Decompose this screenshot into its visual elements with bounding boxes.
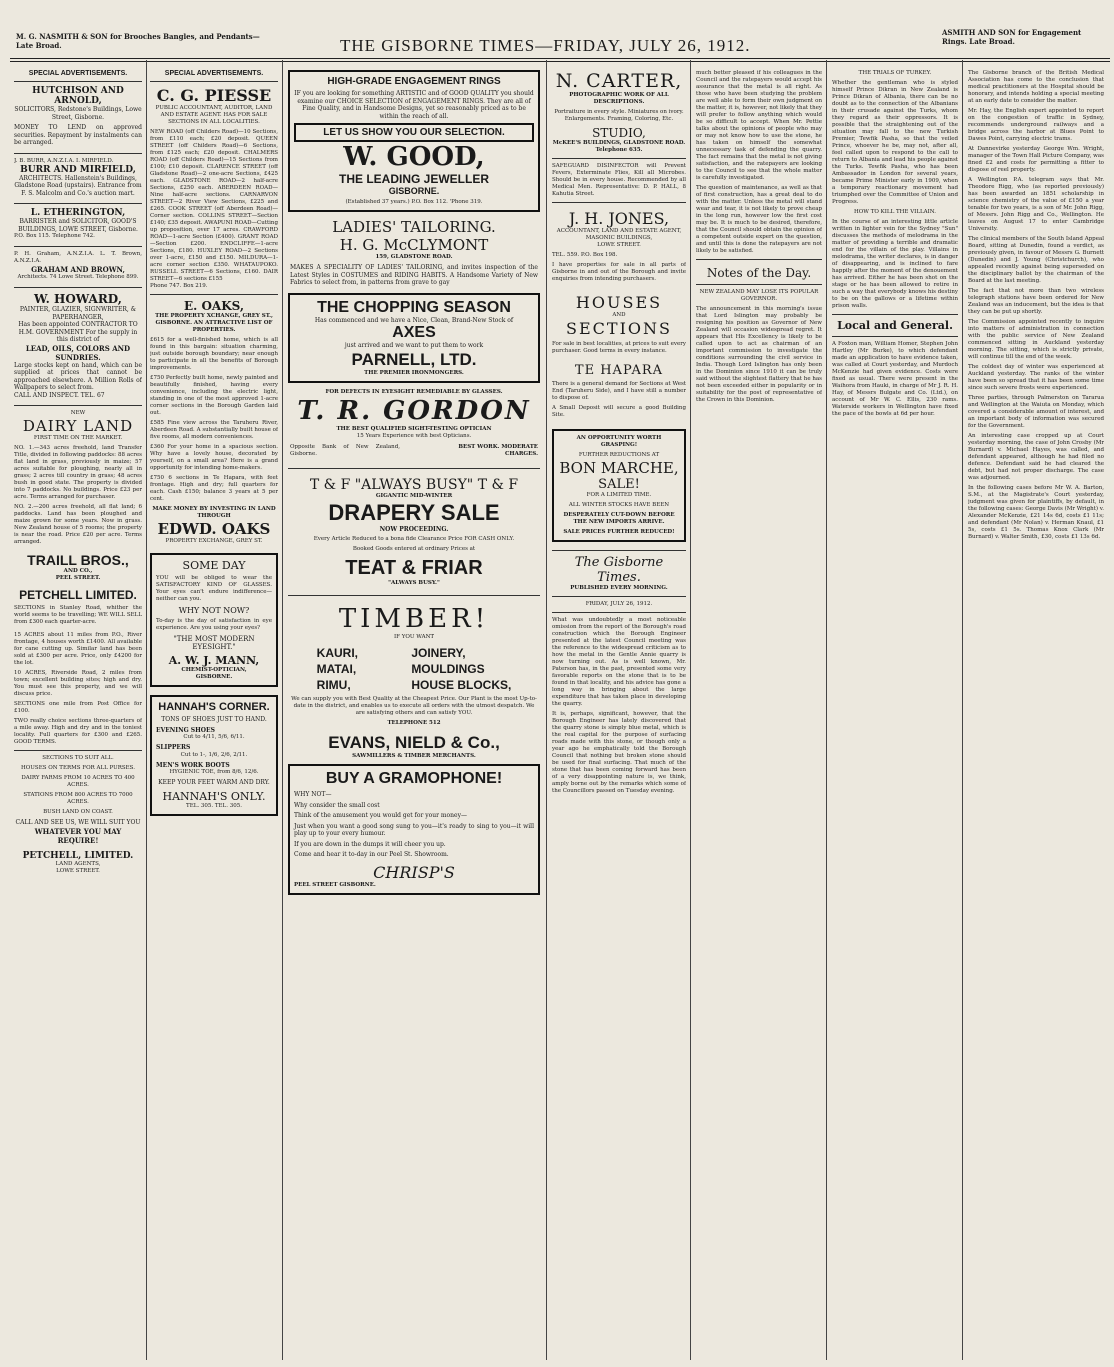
ad-headline: TIMBER! [338, 604, 490, 634]
ad-body: HOUSES ON TERMS FOR ALL PURSES. [20, 765, 135, 771]
masthead-right-ad: ASMITH AND SON for Engagement Rings. Late Broad. [942, 28, 1082, 46]
ad-body: PROPERTY EXCHANGE, GREY ST. [165, 538, 263, 544]
section-header: SPECIAL ADVERTISEMENTS. [28, 70, 128, 77]
ad-headline: THE CHOPPING SEASON [317, 298, 511, 316]
advertiser-name: BURR AND MIRFIELD, [20, 164, 136, 175]
ad-body: £585 Fine view across the Taruheru River, Aberdeen Road. A substantially built house of five rooms, all modern conveniences. [150, 420, 278, 440]
ad-body: 15 Years Experience with best Opticians. [356, 432, 472, 439]
ad-body: J. B. BURR, A.N.Z.I.A. I. MIRFIELD. [14, 157, 114, 164]
ad-body: WHATEVER YOU MAY REQUIRE! [34, 826, 122, 845]
ad-body: LOWE STREET. [56, 867, 100, 874]
sight-testing-ad [288, 383, 540, 464]
ad-body: AND [612, 312, 626, 318]
ad-body: MEN'S WORK BOOTS [156, 761, 230, 769]
ad-body: THE PREMIER IRONMONGERS. [364, 369, 464, 376]
ad-headline: DAIRY LAND [22, 417, 134, 435]
column-rule [690, 60, 691, 1360]
column-1 [14, 70, 142, 1362]
ad-body: To-day is the day of satisfaction in eye experience. Are you using your eyes? [156, 618, 272, 631]
ad-headline: PETCHELL LIMITED. [19, 588, 137, 602]
column-6 [832, 70, 958, 1362]
bon-marche-ad [552, 429, 686, 542]
ad-headline: LET US SHOW YOU OUR SELECTION. [294, 123, 534, 142]
masthead-rule [10, 58, 1110, 59]
ad-body: McKEE'S BUILDINGS, GLADSTONE ROAD. Telephone 635. [552, 140, 686, 153]
ad-body: Portraiture in every style. Miniatures on ivory. Enlargements. Framing, Coloring, Etc. [554, 109, 684, 122]
ad-body: £750 6 sections in Te Hapara, with feet frontage. High and dry; full quarters for each. Cash £150; balance 3 years at 5 per cent. [150, 475, 278, 502]
ad-headline: LADIES' TAILORING. [332, 218, 496, 236]
editorial-text: What was undoubtedly a most noticeable omission from the report of the Borough's road construction which the Borough Engineer presented at the latest Council meeting was the reference to the widespread criticism as to how the metal in the Gentle Annie quarry is now turning out. As is well known, Mr. Paterson has, in the past, presented some very favorable reports on the stone that is to be found in that locality, and his advice has gone a long way in bringing about the large expenditure that has taken place in developing the quarry. [552, 617, 686, 707]
ad-body: P.O. Box 115. Telephone 742. [14, 233, 95, 239]
ad-body: PHOTOGRAPHIC WORK OF ALL DESCRIPTIONS. [569, 92, 669, 105]
article-text: An interesting case cropped up at Court yesterday morning, the case of John Crosby (Mr Burnard) v. Michael Hayes, was called, and defendant appeared, although he had filed no defence. Defendant said he had cleared the debt, but had not proper discharge. The case was adjourned. [968, 433, 1104, 481]
article-text: Mr. Hay, the English expert appointed to report on the congestion of traffic in Sydney, recommends underground railways and a bridge across the harbor at Blues Point to Dawes Point, carrying electric trams. [968, 108, 1104, 142]
advertiser-name: W. HOWARD, [34, 292, 122, 306]
ad-headline: SECTIONS [566, 319, 672, 338]
ad-headline: TRAILL BROS., [27, 552, 129, 568]
ad-body: £615 for a well-finished home, which is all found in this bargain: situation charming, just outside borough boundary; near enough to participate in all the benefits of Borough improvements. [150, 337, 278, 371]
advertiser-name: W. GOOD, [343, 142, 485, 172]
ad-body: Just when you want a good song sung to you—it's ready to sing to you—it will play up to your every humour. [294, 822, 534, 837]
dateline: FRIDAY, JULY 26, 1912. [585, 601, 653, 607]
section-header: SPECIAL ADVERTISEMENTS. [164, 70, 264, 77]
column-5 [696, 70, 822, 1362]
column-2 [150, 70, 278, 1362]
ad-body: NEW [70, 410, 86, 416]
ad-body: TONS OF SHOES JUST TO HAND. [161, 716, 267, 723]
ad-body: If you are down in the dumps it will cheer you up. [294, 840, 446, 848]
ad-body: SECTIONS in Stanley Road, whither the world seems to be travelling; WE WILL SELL from £300 each quarter-acre. [14, 605, 142, 625]
ad-body: Has commenced and we have a Nice, Clean, Brand-New Stock of [314, 316, 514, 324]
ad-body: MAKES A SPECIALITY OF LADIES' TAILORING, and invites inspection of the Latest Styles in COSTUMES and RIDING HABITS. A Handsome Variety of New Fabrics to select from, in patterns from grave to gay [290, 264, 538, 286]
ad-body: 159, GLADSTONE ROAD. [375, 254, 453, 260]
ad-body: IF YOU WANT [393, 634, 435, 640]
editorial-text: It is, perhaps, significant, however, that the Borough Engineer has lately discovered that the quarry stone is simply blue metal, which is the real capital for the purpose of surfacing roads made with this stone, or though only a year ago he emphatically told the Borough Council that nothing but broken stone should be used for final surfacing. That much of the stone that has been coming forward has been of a very disappointing nature is, we think, amply borne out by the remarks which some of the Councillors passed on Tuesday evening. [552, 711, 686, 794]
column-rule [546, 60, 547, 1360]
ad-body: I have properties for sale in all parts of Gisborne in and out of the Borough and invite enquiries from intending purchasers. [552, 262, 686, 282]
advertiser-name: C. G. PIESSE [156, 86, 272, 105]
ad-body: SAFEGUARD DISINFECTOR will Prevent Fevers, Exterminate Flies, Kill all Microbes. Should be in every house. Recommended by all Medical Men. Representative: D. P. HALL, 8 Kahutia Street. [552, 163, 686, 197]
ad-body: 15 ACRES about 11 miles from P.O., River frontage, 4 houses worth £1400. All available for cane cutting up. Similar land has been sold at £300 per acre. Price, only £4200 for the lot. [14, 632, 142, 666]
ad-body: TELEPHONE 512 [387, 720, 441, 726]
jeweller-ad [288, 70, 540, 212]
ad-body: just arrived and we want to put them to work [344, 342, 484, 349]
ad-body: Has been appointed CONTRACTOR TO H.M. GOVERNMENT For the supply in this district of [18, 321, 138, 343]
ad-body: MASONIC BUILDINGS, [585, 235, 653, 241]
article-text: In the course of an interesting little article written in lighter vein for the Sydney "Sun" discusses the methods of melodrama in the matter of providing a terrible and dramatic end for the villain of the play. Villains in melodrama, the writer declares, is in danger of disappearing, and is inclined to fare happily after the moment of the denouement has arrived. Either he has been shot on the stage or he has been allowed to retire in such a way that everybody knows his destiny to be on the gallows or a lifetime within prison walls. [832, 219, 958, 309]
article-text: A Wellington P.A. telegram says that Mr. Theodore Rigg, who (as reported previously) has been awarded an 1851 scholarship in science chemistry of the value of £150 a year tenable for two years, is a son of Mr. John Rigg, of Messrs. John Rigg and Co., Wellington. He leaves on August 17 to enter Cambridge University. [968, 177, 1104, 232]
ad-body: MONEY TO LEND on approved securities. Repayment by instalments can be arranged. [14, 124, 142, 146]
ad-body: SECTIONS TO SUIT ALL. [42, 755, 114, 761]
ad-body: ALL WINTER STOCKS HAVE BEEN [568, 502, 670, 508]
ad-body: NO. 1.—343 acres freehold, land Transfer Title, divided in following paddocks: 88 acres flat land in grass, previously in maize; 57 acres suitable for ploughing, nearly all in grass; 2 acres till country in grass; 48 acres bush in good state. The property is divided into 7 paddocks. No buildings. Price £23 per acre. Terms arranged for purchaser. [14, 445, 142, 500]
advertiser-name: GRAHAM AND BROWN, [31, 265, 125, 274]
ad-body: NO. 2.—200 acres freehold, all flat land; 6 paddocks. Land has been ploughed and maize grown for some years. Now in grass. New Zealand house of 5 rooms; the property is near the road. Price £20 per acre. Terms arranged. [14, 504, 142, 545]
advertiser-name: J. H. JONES, [568, 209, 670, 228]
article-text: Whether the gentleman who is styled himself Prince Dikran in New Zealand is Prince Dikran of Albania, there can be no doubt as to the connection of the Albanians in their crusade against the Turks, whom they regard as their oppressors. It is possible that the straightening out of the situation may fall to the new Turkish Premier, Tewfik Pasha, so that the veiled Prince, whoever he be, may not, after all, feel called upon to respond to the call to return to Albania and lead his people against the Turks. Tewfik Pasha, who has been Ambassador in London for several years, became Prime Minister early in 1909, when a temporary reactionary movement had triumphed over the Committee of Union and Progress. [832, 80, 958, 205]
ad-headline: TE HAPARA [574, 363, 664, 378]
ad-body: MAKE MONEY BY INVESTING IN LAND THROUGH [152, 506, 276, 519]
ad-body: PUBLIC ACCOUNTANT, AUDITOR, LAND AND ESTATE AGENT. HAS FOR SALE SECTIONS IN ALL LOCALITIES. [155, 105, 273, 125]
column-4 [552, 70, 686, 1362]
ad-headline: SALE! [598, 477, 640, 492]
ad-body: THE PROPERTY XCHANGE, GREY ST., GISBORNE. AN ATTRACTIVE LIST OF PROPERTIES. [155, 313, 273, 333]
article-text: The announcement in this morning's issue that Lord Islington may probably be resigning his position as Governor of New Zealand will occasion widespread regret. It appears that His Excellency is likely to be called upon to act as chairman of an important commission to investigate the conditions surrounding the civil service in India. Though Lord Islington has only been in the Dominion since 1910 it can be truly said without the slightest flattery that he has not been exceeded either in popularity or in suitability for the post of representative of the Crown in this Dominion. [696, 306, 822, 403]
timber-kind: MATAI, [316, 662, 357, 676]
ad-body: IF you are looking for something ARTISTIC and of GOOD QUALITY you should examine our CHOICE SELECTION of ENGAGEMENT RINGS. They are all of Fine Quality, and in Handsome Designs, yet so reasonably priced as to be within the reach of all. [294, 90, 534, 120]
article-text: The fact that not more than two wireless telegraph stations have been ordered for New Zealand was an inducement, but the idea is that they can be put up shortly. [968, 288, 1104, 315]
ad-body: Cut to 4/11, 5/6, 6/11. [183, 734, 245, 740]
advertiser-name: N. CARTER, [555, 70, 683, 92]
ad-headline: EDWD. OAKS [157, 520, 271, 538]
advertiser-name: BON MARCHE, [559, 459, 679, 477]
ad-body: Opposite Bank of New Zealand, Gisborne. [290, 443, 400, 457]
masthead [0, 0, 1114, 58]
advertiser-name: EVANS, NIELD & Co., [328, 733, 500, 752]
article-text: The Commission appointed recently to inquire into matters of administration in connection with the public service of New Zealand commenced sitting in Auckland yesterday morning. The sitting, which is strictly private, will continue till the end of the week. [968, 319, 1104, 360]
ad-body: Every Article Reduced to a bona fide Clearance Price FOR CASH ONLY. [313, 536, 515, 542]
column-rule [146, 60, 147, 1360]
advertiser-name: E. OAKS, [183, 299, 245, 313]
ad-body: For sale in best localities, at prices to suit every purchaser. Good terms in every instance. [552, 341, 686, 354]
ad-body: CALL AND SEE US, WE WILL SUIT YOU [15, 819, 141, 826]
ad-headline: WHY NOT NOW? [178, 606, 250, 615]
column-rule [962, 60, 963, 1360]
advertiser-name: PARNELL, LTD. [351, 349, 477, 369]
column-3 [288, 70, 540, 1362]
ad-body: AN OPPORTUNITY WORTH GRASPING! [576, 435, 662, 448]
ad-body: Cut to 1-, 1/6, 2/6, 2/11. [180, 751, 248, 758]
ad-body: KEEP YOUR FEET WARM AND DRY. [158, 779, 270, 786]
advertiser-name: H. G. McCLYMONT [339, 236, 489, 254]
ad-body: THE BEST QUALIFIED SIGHT-TESTING OPTICIAN [336, 425, 492, 432]
ad-body: YOU will be obliged to wear the SATISFACTORY KIND OF GLASSES. Your eyes can't endure indifference—neither can you. [156, 575, 272, 602]
ad-body: Large stocks kept on hand, which can be supplied at prices that cannot be approached elsewhere. A Million Rolls of Wallpapers to select from. [14, 361, 142, 391]
ad-body: ARCHITECTS. Hallenstein's Buildings, Gladstone Road (upstairs). Entrance from F. S. Malcolm and Co.'s auction mart. [14, 174, 142, 197]
ad-body: FOR A LIMITED TIME. [586, 492, 652, 498]
ad-headline: HANNAH'S CORNER. [158, 701, 270, 713]
ad-body: PAINTER, GLAZIER, SIGNWRITER, & PAPERHANGER, [19, 306, 137, 321]
ad-body: BUSH LAND ON COAST. [43, 809, 113, 815]
subheading: THE TRIALS OF TURKEY. [858, 70, 932, 76]
article-text: Three parties, through Palmerston on Tararua and Wellington at the Waiuta on Monday, which covered a considerable amount of interest, and an important body of information was secured for the Government. [968, 395, 1104, 429]
ad-body: DAIRY FARMS FROM 10 ACRES TO 400 ACRES. [21, 775, 135, 788]
drapery-ad [288, 473, 540, 592]
timber-kind: HOUSE BLOCKS, [411, 678, 512, 692]
editorial-text: much better pleased if his colleagues in the Council and the ratepayers would accept his assurance that the metal is all right. As those who have been studying the problem are well able to form their own judgment on the matter, it is, however, not likely that they will prefer to follow anything which would be so difficult to accept. When Mr. Pettie talks about the opinions of people who may or may not know how to use the stone, he has taken on himself the somewhat unnecessary task of defending the quarry. The fact remains that the metal is not giving satisfaction, and the ratepayers are looking to the Council to see that the whole matter is carefully investigated. [696, 70, 822, 181]
advertiser-name: CHRISP'S [373, 862, 455, 882]
ad-body: CHEMIST-OPTICIAN, [181, 667, 247, 673]
ad-body: £360 For your home in a spacious section. Why have a lovely house, decorated by yourself, on a small area? Here is a grand opportunity for intending home-makers. [150, 444, 278, 471]
ad-body: NOW PROCEEDING. [379, 525, 449, 533]
ad-body: SALE PRICES FURTHER REDUCED! [563, 529, 675, 535]
timber-kind: MOULDINGS [411, 662, 485, 676]
section-heading: Notes of the Day. [706, 266, 812, 280]
article-text: The coldest day of winter was experienced at Auckland yesterday. The ranks of the winter have been so spread that it has been some time since such severe frosts were experienced. [968, 364, 1104, 391]
ad-body: Booked Goods entered at ordinary Prices at [352, 546, 476, 552]
tailoring-ad [288, 212, 540, 293]
ad-body: GISBORNE. [195, 674, 233, 680]
ad-body: BARRISTER and SOLICITOR, GOOD'S BUILDINGS, LOWE STREET, Gisborne. [18, 218, 138, 233]
ad-body: EVENING SHOES [156, 726, 215, 734]
ad-headline: SOME DAY [182, 559, 246, 572]
ad-body: TEL. 305. TEL. 305. [186, 802, 242, 809]
optician-ad [150, 553, 278, 687]
ad-body: WHY NOT— [294, 791, 332, 798]
ad-body: PUBLISHED EVERY MORNING. [570, 585, 668, 591]
ad-body: P. H. Graham, A.N.Z.I.A. L. T. Brown, A.N.Z.I.A. [14, 251, 142, 264]
article-text: A Foxton man, William Homer, Stephen John Hartley (Mr Burke), to which defendant made an application to have evidence taken, was called at Court yesterday, and Murdoch McKenzie had given evidence. Costs were fixed as usual. There were present in the Waihora from Hauki, in charge of Mr J. R. H. Hay, of Messrs Bulgate and Co. (Ltd.), on account of Mr W. C. Ellis, 230 rams. Waterside workers in Wellington have fixed the pace of the bowls at 6d per hour. [832, 341, 958, 417]
ad-body: CALL AND INSPECT. TEL. 67 [14, 391, 105, 399]
advertiser-name: PETCHELL, LIMITED. [22, 850, 134, 861]
ad-body: Come and hear it to-day in our Peel St. Showroom. [294, 851, 449, 858]
article-text: In the following cases before Mr W. A. Barton, S.M., at the Magistrate's Court yesterday, judgment was given for plaintiffs, by default, in the following cases: George Davis (Mr Wright) v. Alexander McKenzie, £21 14s 6d, costs £1 11s; and defendant (Mr Nolan) v. Herman Knaul, £1 5s, costs £1 5s. Thomas Knox Clark (Mr Burnard) v. Walter Smith, £30, costs £1 13s 6d. [968, 485, 1104, 540]
ad-body: 10 ACRES, Riverside Road, 2 miles from town; excellent building sites; high and dry. You must see this property, and we will discuss price. [14, 670, 142, 697]
ad-headline: THE LEADING JEWELLER [338, 172, 489, 186]
timber-ad [288, 600, 540, 764]
ad-body: £750 Perfectly built home, newly painted and beautifully finished, having every convenience, including the electric light, standing in one of the most approved 1-acre corner sections in the Borough Garden laid out. [150, 375, 278, 416]
ad-body: "THE MOST MODERN EYESIGHT." [173, 635, 255, 651]
shoe-ad [150, 695, 278, 816]
ad-body: A Small Deposit will secure a good Building Site. [552, 405, 686, 418]
ad-body: FURTHER REDUCTIONS AT [578, 452, 660, 458]
timber-kind: JOINERY, [411, 646, 466, 660]
ad-body: DESPERATELY CUT-DOWN BEFORE THE NEW IMPORTS ARRIVE. [563, 512, 675, 525]
advertiser-name: HUTCHISON AND ARNOLD, [32, 86, 124, 106]
ad-body: HYGIENIC TOE, from 8/6, 12/6. [169, 769, 259, 775]
advertiser-name: A. W. J. MANN, [168, 654, 260, 667]
ironmonger-ad [288, 293, 540, 383]
masthead-rule-2 [10, 61, 1110, 62]
ad-body: FIRST TIME ON THE MARKET. [33, 435, 123, 441]
column-rule [826, 60, 827, 1360]
column-7 [968, 70, 1104, 1362]
ad-body: LAND AGENTS, [55, 860, 101, 867]
ad-body: SECTIONS one mile from Post Office for £100. [14, 701, 142, 714]
ad-body: PEEL STREET. [55, 575, 101, 581]
ad-headline: T & F "ALWAYS BUSY" T & F [309, 476, 519, 493]
ad-body: PEEL STREET GISBORNE. [294, 881, 376, 888]
ad-body: SOLICITORS, Redstone's Buildings, Lowe Street, Gisborne. [14, 106, 142, 121]
ad-body: GISBORNE. [388, 186, 440, 196]
ad-headline: STUDIO, [592, 126, 646, 140]
ad-body: Think of the amusement you would get for your money— [294, 812, 467, 819]
masthead-title: THE GISBORNE TIMES—FRIDAY, JULY 26, 1912. [340, 36, 751, 55]
ad-body: We can supply you with Best Quality at the Cheapest Price. Our Plant is the most Up-to-date in the district, and enables us to execute all orders with the utmost despatch. We are satisfying others and can satisfy YOU. [291, 696, 537, 716]
subheading: HOW TO KILL THE VILLAIN. [854, 209, 936, 215]
advertiser-name: T. R. GORDON [297, 395, 531, 426]
article-text: At Dannevirke yesterday George Wm. Wright, manager of the Town Hall Picture Company, was fined £2 and costs for permitting a fitter to dispose of reel property. [968, 146, 1104, 173]
ad-body: BEST WORK. MODERATE CHARGES. [458, 443, 538, 457]
ad-headline: HOUSES [575, 293, 663, 312]
ad-body: ACCOUNTANT, LAND AND ESTATE AGENT, [556, 228, 682, 234]
ad-body: SLIPPERS [156, 744, 191, 751]
ad-body: STATIONS FROM 800 ACRES TO 7000 ACRES. [23, 792, 133, 805]
ad-headline: BUY A GRAMOPHONE! [325, 770, 503, 787]
ad-body: Phone 747. Box 219. [150, 283, 208, 289]
subheading: NEW ZEALAND MAY LOSE ITS POPULAR GOVERNOR. [699, 289, 819, 302]
ad-headline: DRAPERY SALE [328, 499, 500, 525]
ad-body: LEAD, OILS, COLORS AND SUNDRIES. [25, 343, 131, 362]
ad-body: AND CO., [63, 568, 93, 574]
timber-kind: KAURI, [316, 646, 358, 660]
ad-body: NEW ROAD (off Childers Road)—10 Sections, from £110 each; £20 deposit. QUEEN STREET (off Childers Road)—6 Sections, from £125 each; £20 deposit. CHALMERS ROAD (off Childers Road)—15 Sections from £100; £10 deposit. CLARENCE STREET (off Gladstone Road)—2 one-acre Sections, £425 each. GLADSTONE ROAD—2 half-acre Sections, £250 each. ABERDEEN ROAD—Nine half-acre sections. CARNARVON STREET—2 River View Sections, £225 and £265. COOK STREET (off Aberdeen Road)—Corner section. COLLINS STREET—Section £140; £35 deposit. AWAPUNI ROAD—Cutting up proposition, over 17 acres. CRAWFORD ROAD—1-acre Section (£400). GRANT ROAD—Section £200. ENDCLIFFE—1-acre Sections, £180. HUXLEY ROAD—2 Sections over 1-acre, £150 and £150. MILDURA—1-acre corner section £350. WHATAUPOKO. RUSSELL STREET—6 Sections, £160. DAIR STREET—6 sections £155 [150, 129, 278, 282]
timber-kind: RIMU, [316, 678, 351, 692]
ad-headline: HIGH-GRADE ENGAGEMENT RINGS [327, 76, 501, 87]
advertiser-name: L. ETHERINGTON, [30, 208, 126, 218]
ad-body: Architects. 74 Lowe Street. Telephone 899. [17, 274, 139, 280]
article-text: The Gisborne branch of the British Medical Association has come to the conclusion that medical practitioners at the Hospital should be honorary, and intends holding a special meeting at an early date to consider the matter. [968, 70, 1104, 104]
ad-body: TEL. 559. P.O. Box 198. [552, 252, 618, 258]
ad-body: LOWE STREET. [597, 242, 641, 248]
ad-body: SAWMILLERS & TIMBER MERCHANTS. [352, 753, 476, 759]
ad-body: GIGANTIC MID-WINTER [375, 492, 453, 499]
ad-headline: HANNAH'S ONLY. [162, 789, 266, 803]
newspaper-nameplate: The Gisborne Times. [574, 555, 664, 585]
ad-body: Why consider the small cost [294, 801, 380, 809]
gramophone-ad [288, 764, 540, 895]
editorial-text: The question of maintenance, as well as that of first construction, has a great deal to do with the matter. Unless the metal will stand wear and tear, it is not likely to prove cheap in the long run, however low the first cost may be. It is much to be desired, therefore, that the Council should obtain the opinion of a competent outside expert on the question, and until this is done the ratepayers are not likely to be satisfied. [696, 185, 822, 254]
masthead-left-ad: M. G. NASMITH & SON for Brooches Bangles, and Pendants—Late Broad. [16, 32, 260, 50]
section-heading: Local and General. [837, 319, 953, 332]
advertiser-name: TEAT & FRIAR [345, 557, 483, 579]
ad-body: "ALWAYS BUSY." [388, 580, 440, 586]
ad-body: FOR DEFECTS IN EYESIGHT REMEDIABLE BY GLASSES. [325, 388, 503, 395]
ad-body: (Established 37 years.) P.O. Box 112. 'Phone 319. [345, 199, 483, 205]
column-rule [282, 60, 283, 1360]
ad-body: There is a general demand for Sections at West End (Taruheru Side), and I have still a number to dispose of. [552, 381, 686, 401]
ad-headline: AXES [392, 324, 436, 341]
ad-body: TWO really choice sections three-quarters of a mile away. High and dry and in the toniest locality. Full quarters for £300 and £265. GOOD TERMS. [14, 718, 142, 745]
article-text: The clinical members of the South Island Appeal Board, sitting at Dunedin, found a verdict, as previously given, in favour of Messrs G. Burnett (Dunedin) and J. Young (Christchurch), who appealed recently against being superseded on the disciplinary ballot by the chairman of the Board at the last meeting. [968, 236, 1104, 284]
